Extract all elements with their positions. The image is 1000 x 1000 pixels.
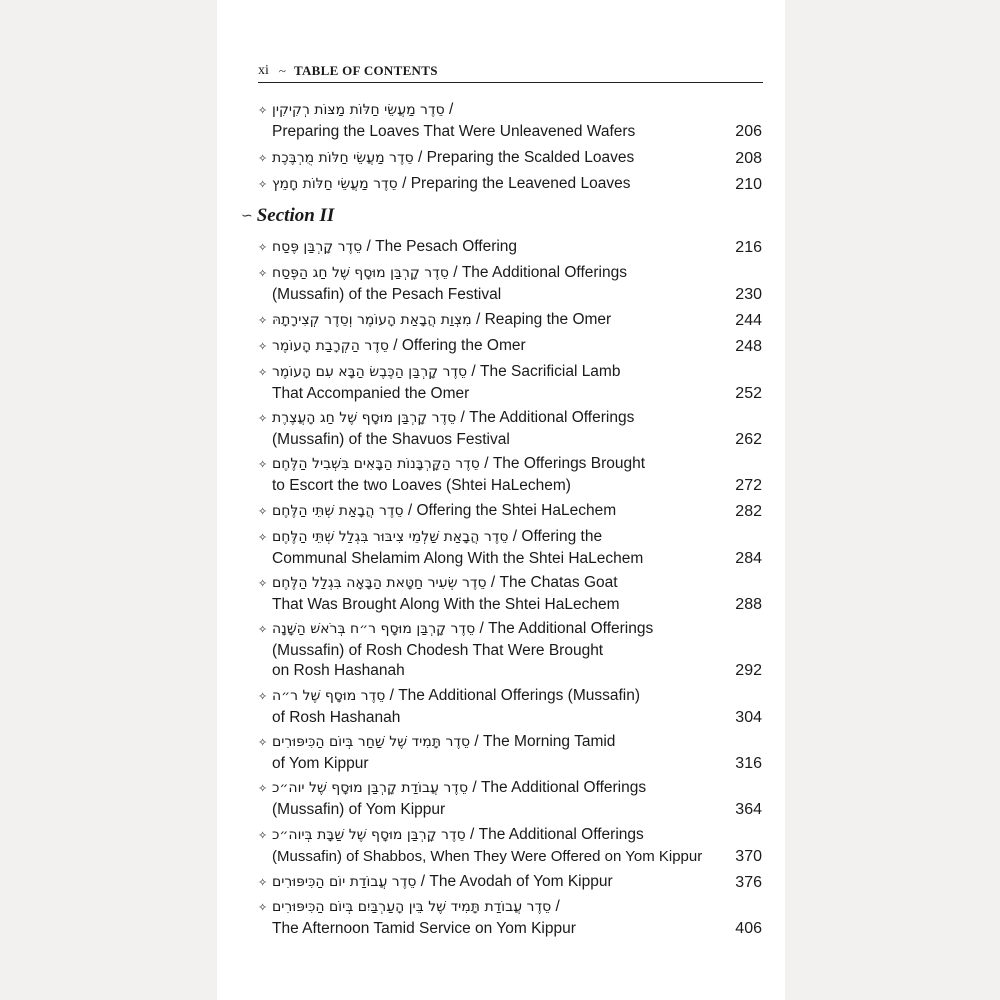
page-ref: 284 bbox=[735, 549, 762, 567]
hebrew-title: סֵדֶר קָרְבַּן הַכֶּבֶשׂ הַבָּא עִם הָעוֹמֶר bbox=[272, 364, 468, 380]
hebrew-title: סֵדֶר קָרְבַּן מוּסָף שֶׁל חַג הַפֶּסַח bbox=[272, 265, 449, 281]
english-title: The Afternoon Tamid Service on Yom Kippur bbox=[272, 919, 576, 937]
header-title: TABLE OF CONTENTS bbox=[293, 63, 438, 78]
hebrew-title: סֵדֶר מַעֲשֵׂי חַלּוֹת מַצּוֹת רְקִיקִין bbox=[272, 102, 445, 118]
diamond-bullet-icon: ✧ bbox=[258, 105, 268, 117]
hebrew-title: סֵדֶר תָּמִיד שֶׁל שַׁחַר בְּיוֹם הַכִּיפּוּרִים bbox=[272, 734, 471, 750]
english-title: Offering the Omer bbox=[401, 337, 526, 354]
english-title: The Additional Offerings (Mussafin) bbox=[398, 687, 641, 704]
toc-entry[interactable]: ✧ סֵדֶר קָרְבַּן פֶּסַח / The Pesach Offering 216 bbox=[258, 237, 763, 259]
toc-entry[interactable]: ✧ סֵדֶר קָרְבַּן הַכֶּבֶשׂ הַבָּא עִם הָעוֹמֶר / The Sacrificial Lamb That Accompanied the Omer 252 bbox=[258, 362, 763, 404]
diamond-bullet-icon: ✧ bbox=[258, 902, 268, 914]
english-title-continued: (Mussafin) of Rosh Chodesh That Were Brought bbox=[272, 641, 604, 659]
hebrew-title: סֵדֶר עֲבוֹדַת תָּמִיד שֶׁל בֵּין הָעַרְבַּיִם בְּיוֹם הַכִּיפּוּרִים bbox=[272, 899, 552, 915]
page-header bbox=[258, 60, 763, 82]
page-ref: 288 bbox=[735, 595, 762, 613]
english-title-continued: (Mussafin) of Yom Kippur bbox=[272, 800, 446, 818]
english-title: The Additional Offerings bbox=[461, 264, 627, 281]
english-title: Offering the bbox=[521, 528, 603, 545]
page-ref: 370 bbox=[735, 847, 762, 865]
hebrew-title: סֵדֶר קָרְבַּן פֶּסַח bbox=[272, 239, 363, 255]
page-ref: 262 bbox=[735, 430, 762, 448]
diamond-bullet-icon: ✧ bbox=[258, 737, 268, 749]
english-title-continued: (Mussafin) of the Pesach Festival bbox=[272, 285, 502, 303]
diamond-bullet-icon: ✧ bbox=[258, 367, 268, 379]
toc-entry[interactable]: ✧ סֵדֶר הֲבָאַת שַׁלְמֵי צִיבּוּר בִּגְלַל שְׁתֵּי הַלֶּחֶם / Offering the Communal Shelamim Along With the Shtei HaLechem 284 bbox=[258, 527, 763, 569]
toc-entry[interactable]: ✧ סֵדֶר קָרְבַּן מוּסָף שֶׁל חַג הַפֶּסַח / The Additional Offerings (Mussafin) of the Pesach Festival 230 bbox=[258, 263, 763, 305]
english-title: The Chatas Goat bbox=[499, 574, 618, 591]
toc-entry[interactable]: ✧ סֵדֶר מַעֲשֵׂי חַלּוֹת מֻרְבֶּכֶת / Preparing the Scalded Loaves 208 bbox=[258, 148, 763, 170]
hebrew-title: סֵדֶר מַעֲשֵׂי חַלּוֹת מֻרְבֶּכֶת bbox=[272, 150, 414, 166]
header-rule bbox=[258, 82, 763, 83]
hebrew-title: סֵדֶר קָרְבַּן מוּסָף שֶׁל שַׁבָּת בְּיוה״כ bbox=[272, 827, 466, 843]
english-title-continued: of Rosh Hashanah bbox=[272, 708, 401, 726]
english-title: Preparing the Scalded Loaves bbox=[426, 149, 635, 166]
english-title: The Additional Offerings bbox=[469, 409, 635, 426]
diamond-bullet-icon: ✧ bbox=[258, 268, 268, 280]
hebrew-title: סֵדֶר מַעֲשֵׂי חַלּוֹת חָמֵץ bbox=[272, 176, 398, 192]
toc-entry[interactable]: ✧ מִצְוַת הֲבָאַת הָעוֹמֶר וְסֵדֶר קְצִירָתָהּ / Reaping the Omer 244 bbox=[258, 310, 763, 332]
diamond-bullet-icon: ✧ bbox=[258, 315, 268, 327]
english-title-continued: (Mussafin) of Shabbos, When They Were Offered on Yom Kippur bbox=[272, 847, 703, 865]
english-title: Preparing the Loaves That Were Unleavened Wafers bbox=[272, 122, 636, 140]
diamond-bullet-icon: ✧ bbox=[258, 578, 268, 590]
toc-entry[interactable]: ✧ סֵדֶר קָרְבַּן מוּסָף שֶׁל חַג הָעֲצֶרֶת / The Additional Offerings (Mussafin) of the Shavuos Festival 262 bbox=[258, 408, 763, 450]
toc-entry[interactable]: ✧ סֵדֶר הַקָּרְבָּנוֹת הַבָּאִים בִּשְׁבִיל הַלֶּחֶם / The Offerings Brought to Escort the two Loaves (Shtei HaLechem) 272 bbox=[258, 454, 763, 496]
hebrew-title: סֵדֶר עֲבוֹדַת יוֹם הַכִּיפּוּרִים bbox=[272, 874, 417, 890]
toc-entry[interactable]: ✧ סֵדֶר שְׂעִיר חַטָּאת הַבָּאָה בִּגְלַל הַלֶּחֶם / The Chatas Goat That Was Brought Along With the Shtei HaLechem 288 bbox=[258, 573, 763, 615]
diamond-bullet-icon: ✧ bbox=[258, 877, 268, 889]
english-title: The Avodah of Yom Kippur bbox=[429, 873, 613, 890]
page-ref: 208 bbox=[735, 150, 762, 167]
english-title: Offering the Shtei HaLechem bbox=[416, 502, 617, 519]
diamond-bullet-icon: ✧ bbox=[258, 691, 268, 703]
page-ref: 406 bbox=[735, 919, 762, 937]
english-title: The Sacrificial Lamb bbox=[480, 363, 621, 380]
diamond-bullet-icon: ✧ bbox=[258, 413, 268, 425]
english-title: Preparing the Leavened Loaves bbox=[410, 175, 631, 192]
english-title: The Additional Offerings bbox=[488, 620, 654, 637]
page-ref: 376 bbox=[735, 874, 762, 891]
toc-entry[interactable]: ✧ סֵדֶר קָרְבַּן מוּסָף שֶׁל שַׁבָּת בְּיוה״כ / The Additional Offerings (Mussafin) of Shabbos, When They Were Offered on Yom Kippur 370 bbox=[258, 825, 763, 867]
section-heading bbox=[241, 205, 334, 227]
english-title-continued: on Rosh Hashanah bbox=[272, 662, 405, 679]
english-title-continued: That Accompanied the Omer bbox=[272, 384, 470, 402]
hebrew-title: סֵדֶר מוּסָף שֶׁל ר״ה bbox=[272, 688, 386, 704]
hebrew-title: סֵדֶר קָרְבַּן מוּסָף שֶׁל חַג הָעֲצֶרֶת bbox=[272, 410, 457, 426]
page-ref: 272 bbox=[735, 476, 762, 494]
page-ref: 364 bbox=[735, 800, 762, 818]
diamond-bullet-icon: ✧ bbox=[258, 783, 268, 795]
page-ref: 244 bbox=[735, 312, 762, 329]
english-title-continued: That Was Brought Along With the Shtei HaLechem bbox=[272, 595, 620, 613]
diamond-bullet-icon: ✧ bbox=[258, 624, 268, 636]
toc-entry[interactable]: ✧ סֵדֶר עֲבוֹדַת קָרְבַּן מוּסָף שֶׁל יוה״כ / The Additional Offerings (Mussafin) of Yom Kippur 364 bbox=[258, 778, 763, 820]
page-ref: 230 bbox=[735, 285, 762, 303]
page-ref: 210 bbox=[735, 176, 762, 193]
english-title-continued: (Mussafin) of the Shavuos Festival bbox=[272, 430, 510, 448]
english-title-continued: to Escort the two Loaves (Shtei HaLechem) bbox=[272, 476, 571, 494]
toc-entry[interactable]: ✧ סֵדֶר הֲבָאַת שְׁתֵּי הַלֶּחֶם / Offering the Shtei HaLechem 282 bbox=[258, 501, 763, 523]
section-title: Section II bbox=[256, 205, 335, 226]
page-ref: 248 bbox=[735, 338, 762, 355]
hebrew-title: סֵדֶר הֲבָאַת שַׁלְמֵי צִיבּוּר בִּגְלַל שְׁתֵּי הַלֶּחֶם bbox=[272, 529, 509, 545]
english-title: The Morning Tamid bbox=[483, 733, 616, 750]
page-ref: 316 bbox=[735, 754, 762, 772]
diamond-bullet-icon: ✧ bbox=[258, 153, 268, 165]
toc-entry[interactable]: ✧ סֵדֶר הַקְרָבַת הָעוֹמֶר / Offering the Omer 248 bbox=[258, 336, 763, 358]
english-title: Reaping the Omer bbox=[484, 311, 612, 328]
toc-entry[interactable]: ✧ סֵדֶר קָרְבַּן מוּסָף ר״ח בְּרֹאשׁ הַשָּׁנָה / The Additional Offerings (Mussafin) of Rosh Chodesh That Were Brought on Rosh Hashanah 292 bbox=[258, 619, 763, 682]
hebrew-title: סֵדֶר עֲבוֹדַת קָרְבַּן מוּסָף שֶׁל יוה״כ bbox=[272, 780, 469, 796]
diamond-bullet-icon: ✧ bbox=[258, 506, 268, 518]
english-title: The Additional Offerings bbox=[478, 826, 644, 843]
english-title: The Additional Offerings bbox=[480, 779, 647, 796]
toc-entry[interactable]: ✧ סֵדֶר עֲבוֹדַת יוֹם הַכִּיפּוּרִים / The Avodah of Yom Kippur 376 bbox=[258, 872, 763, 894]
hebrew-title: סֵדֶר הַקְרָבַת הָעוֹמֶר bbox=[272, 338, 389, 354]
diamond-bullet-icon: ✧ bbox=[258, 242, 268, 254]
page-number: xi bbox=[258, 63, 269, 78]
english-title-continued: of Yom Kippur bbox=[272, 754, 369, 772]
diamond-bullet-icon: ✧ bbox=[258, 830, 268, 842]
page-ref: 304 bbox=[735, 708, 762, 726]
diamond-bullet-icon: ✧ bbox=[258, 341, 268, 353]
page-ref: 206 bbox=[735, 122, 762, 140]
english-title-continued: Communal Shelamim Along With the Shtei HaLechem bbox=[272, 549, 644, 567]
hebrew-title: סֵדֶר שְׂעִיר חַטָּאת הַבָּאָה בִּגְלַל הַלֶּחֶם bbox=[272, 575, 487, 591]
hebrew-title: סֵדֶר קָרְבַּן מוּסָף ר״ח בְּרֹאשׁ הַשָּׁנָה bbox=[272, 621, 476, 637]
toc-entry[interactable]: ✧ סֵדֶר מַעֲשֵׂי חַלּוֹת מַצּוֹת רְקִיקִין / Preparing the Loaves That Were Unleavened Wafers 206 bbox=[258, 100, 763, 142]
toc-entry[interactable]: ✧ סֵדֶר מוּסָף שֶׁל ר״ה / The Additional Offerings (Mussafin) of Rosh Hashanah 304 bbox=[258, 686, 763, 728]
english-title: The Offerings Brought bbox=[492, 455, 646, 472]
hebrew-title: סֵדֶר הַקָּרְבָּנוֹת הַבָּאִים בִּשְׁבִיל הַלֶּחֶם bbox=[272, 456, 480, 472]
page-ref: 216 bbox=[735, 239, 762, 256]
diamond-bullet-icon: ✧ bbox=[258, 459, 268, 471]
hebrew-title: מִצְוַת הֲבָאַת הָעוֹמֶר וְסֵדֶר קְצִירָתָהּ bbox=[272, 312, 472, 328]
english-title: The Pesach Offering bbox=[375, 238, 518, 255]
toc-entry[interactable]: ✧ סֵדֶר מַעֲשֵׂי חַלּוֹת חָמֵץ / Preparing the Leavened Loaves 210 bbox=[258, 174, 763, 196]
page-ref: 252 bbox=[735, 384, 762, 402]
section-ornament-icon: ∽ bbox=[241, 208, 253, 224]
hebrew-title: סֵדֶר הֲבָאַת שְׁתֵּי הַלֶּחֶם bbox=[272, 503, 404, 519]
toc-entry[interactable]: ✧ סֵדֶר תָּמִיד שֶׁל שַׁחַר בְּיוֹם הַכִּיפּוּרִים / The Morning Tamid of Yom Kippur 316 bbox=[258, 732, 763, 774]
page-ref: 282 bbox=[735, 503, 762, 520]
page-ref: 292 bbox=[735, 662, 762, 679]
diamond-bullet-icon: ✧ bbox=[258, 179, 268, 191]
toc-entry[interactable]: ✧ סֵדֶר עֲבוֹדַת תָּמִיד שֶׁל בֵּין הָעַרְבַּיִם בְּיוֹם הַכִּיפּוּרִים / The Afternoon Tamid Service on Yom Kippur 406 bbox=[258, 897, 763, 939]
header-swirl-ornament: ~ bbox=[278, 63, 286, 78]
diamond-bullet-icon: ✧ bbox=[258, 532, 268, 544]
